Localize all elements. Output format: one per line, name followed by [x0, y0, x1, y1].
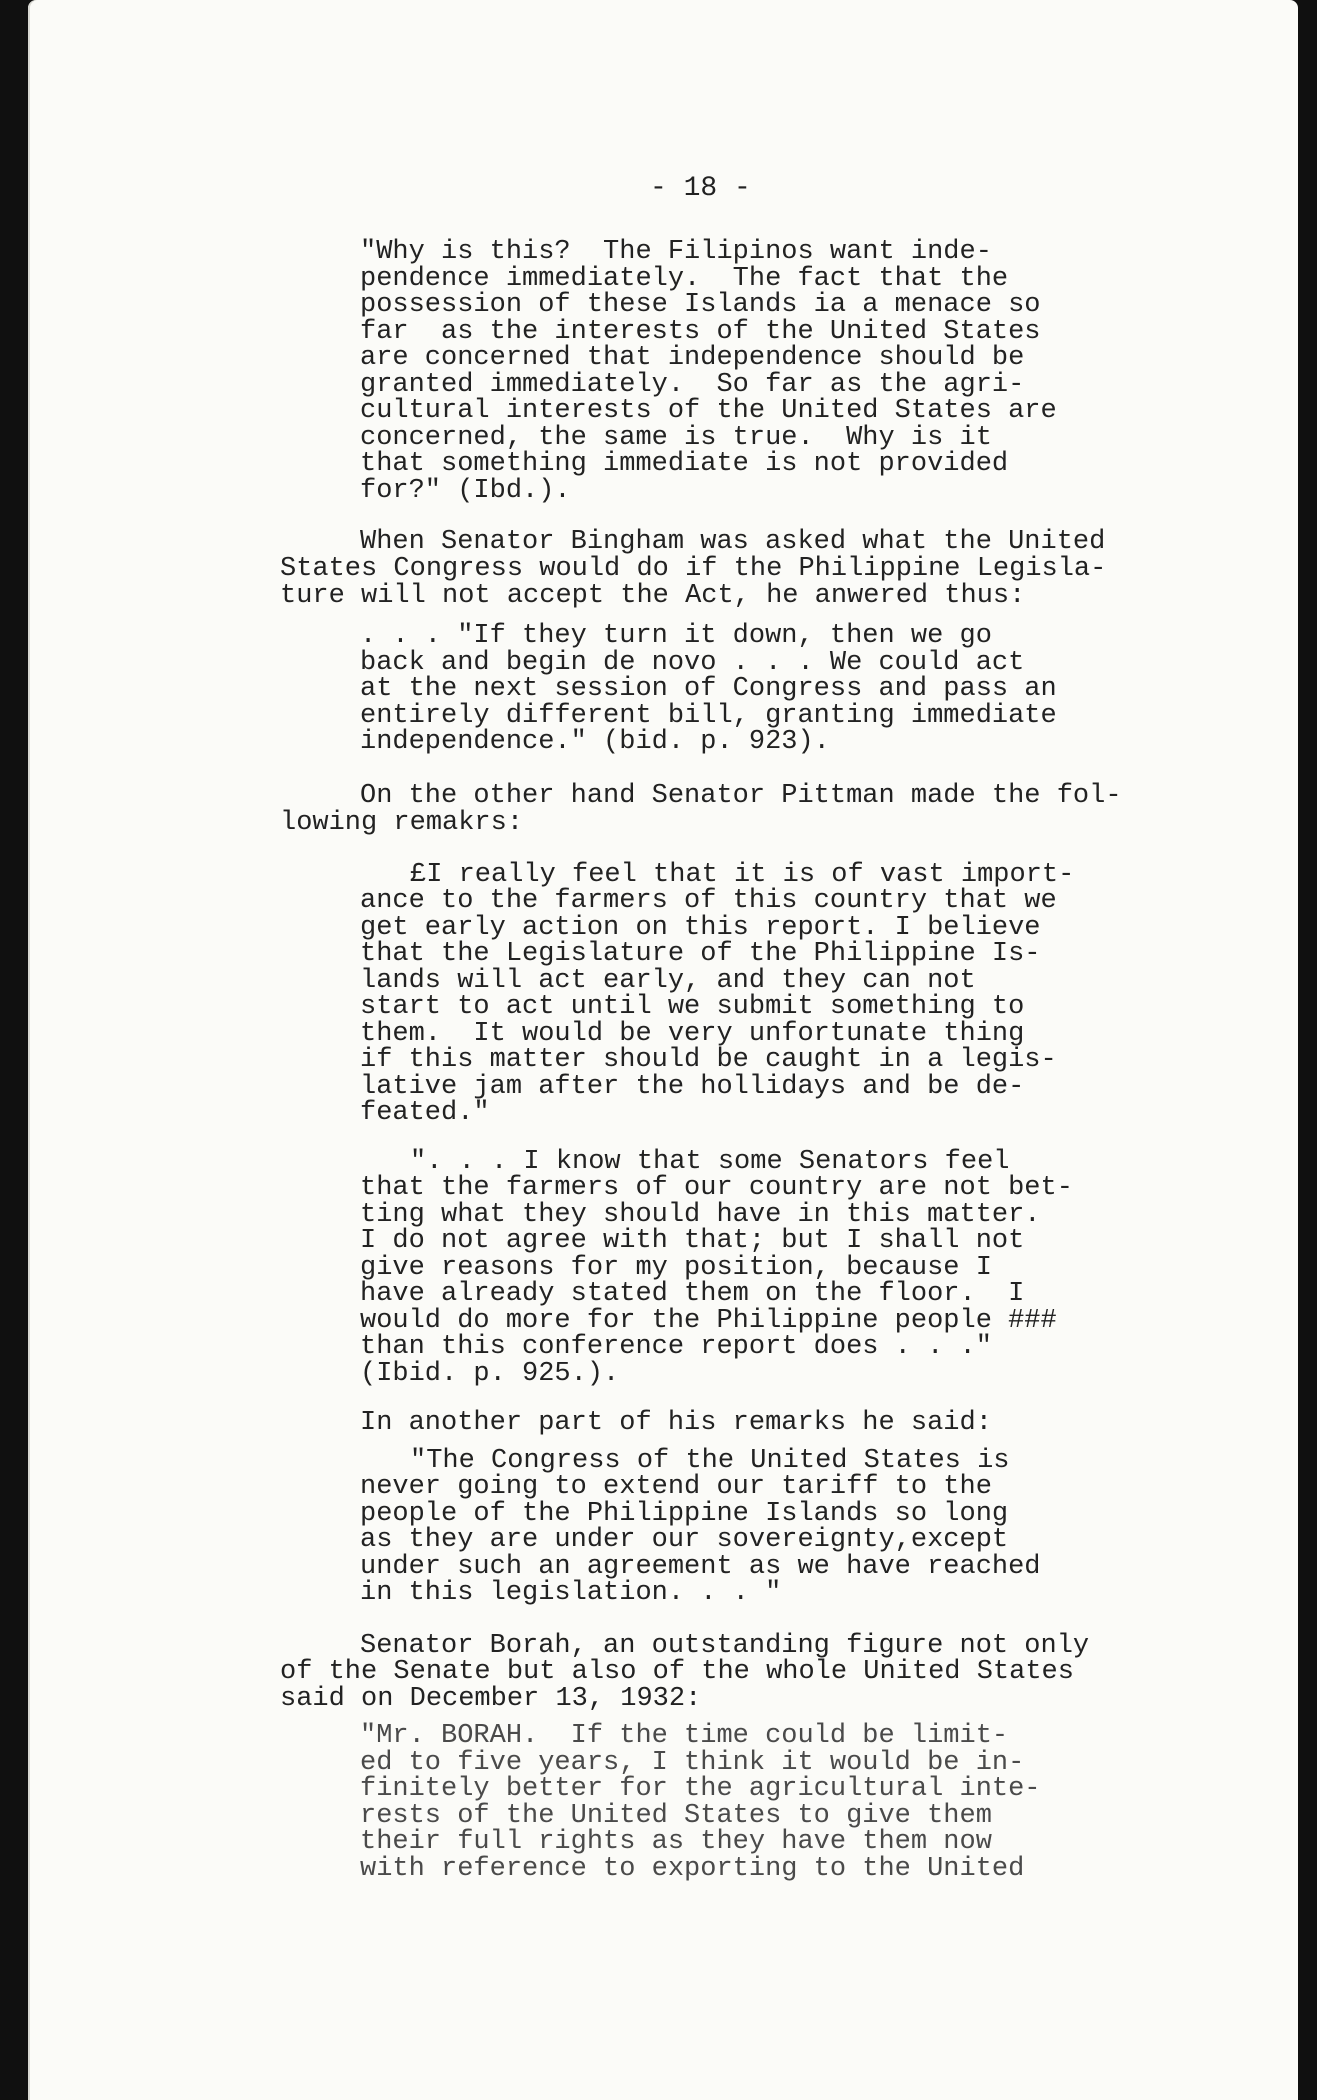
text-line: lowing remakrs: [280, 808, 524, 838]
text-line: said on December 13, 1932: [280, 1683, 702, 1714]
text-line: concerned, the same is true. Why is it [360, 422, 992, 453]
text-line: under such an agreement as we have reached [360, 1551, 1041, 1582]
text-line: for?" (Ibd.). [360, 475, 571, 506]
text-line: back and begin de novo . . . We could act [360, 647, 1025, 678]
text-line: ed to five years, I think it would be in- [360, 1747, 1025, 1778]
text-line: ". . . I know that some Senators feel [410, 1147, 1010, 1177]
text-line: that the farmers of our country are not bet- [360, 1173, 1073, 1203]
text-line: In another part of his remarks he said: [360, 1408, 992, 1438]
text-line: . . . "If they turn it down, then we go [360, 621, 992, 651]
text-line: feated." [360, 1098, 490, 1128]
text-line: pendence immediately. The fact that the [360, 263, 1009, 294]
text-line: granted immediately. So far as the agri- [360, 369, 1025, 400]
page-number: - 18 - [650, 173, 751, 204]
text-line: that the Legislature of the Philippine Is- [360, 939, 1041, 969]
text-line: lands will act early, and they can not [360, 965, 976, 996]
text-line: entirely different bill, granting immediate [360, 700, 1057, 731]
text-line: would do more for the Philippine people ### [360, 1305, 1057, 1336]
text-line: that something immediate is not provided [360, 449, 1009, 479]
text-line: get early action on this report. I believe [360, 912, 1041, 943]
text-line: never going to extend our tariff to the [360, 1472, 992, 1502]
text-line: ting what they should have in this matter. [360, 1199, 1041, 1230]
text-line: When Senator Bingham was asked what the United [360, 527, 1106, 557]
text-line: in this legislation. . . " [360, 1578, 782, 1608]
text-line: States Congress would do if the Philippine Legisla- [280, 554, 1107, 584]
text-line: than this conference report does . . ." [360, 1332, 992, 1362]
text-line: people of the Philippine Islands so long [360, 1498, 1009, 1529]
text-line: at the next session of Congress and pass an [360, 674, 1057, 704]
text-line: possession of these Islands ia a menace so [360, 290, 1041, 320]
text-line: Senator Borah, an outstanding figure not only [360, 1631, 1090, 1661]
text-line: independence." (bid. p. 923). [360, 727, 830, 757]
text-line: finitely better for the agricultural inte- [360, 1774, 1041, 1804]
text-line: give reasons for my position, because I [360, 1252, 992, 1283]
typewritten-page [28, 0, 1298, 2100]
text-line: them. It would be very unfortunate thing [360, 1018, 1025, 1049]
text-line: have already stated them on the floor. I [360, 1279, 1025, 1309]
text-line: ture will not accept the Act, he anwered thus: [280, 580, 1026, 611]
text-line: (Ibid. p. 925.). [360, 1358, 620, 1389]
text-line: lative jam after the hollidays and be de- [360, 1071, 1025, 1102]
text-line: their full rights as they have them now [360, 1827, 992, 1857]
text-line: £I really feel that it is of vast import- [410, 860, 1075, 890]
text-line: I do not agree with that; but I shall not [360, 1226, 1025, 1256]
text-line: far as the interests of the United States [360, 316, 1041, 347]
text-line: "Why is this? The Filipinos want inde- [360, 237, 992, 267]
text-line: cultural interests of the United States are [360, 396, 1057, 426]
text-line: "The Congress of the United States is [410, 1446, 1010, 1476]
text-line: are concerned that independence should be [360, 343, 1025, 373]
text-line: with reference to exporting to the United [360, 1853, 1025, 1884]
text-line: as they are under our sovereignty,except [360, 1525, 1009, 1555]
text-line: rests of the United States to give them [360, 1800, 992, 1831]
text-line: On the other hand Senator Pittman made the fol- [360, 781, 1122, 811]
text-line: ance to the farmers of this country that we [360, 886, 1057, 916]
text-line: "Mr. BORAH. If the time could be limit- [360, 1721, 1009, 1751]
text-line: of the Senate but also of the whole United States [280, 1657, 1074, 1687]
text-line: start to act until we submit something to [360, 992, 1025, 1022]
text-line: if this matter should be caught in a legis- [360, 1045, 1057, 1075]
